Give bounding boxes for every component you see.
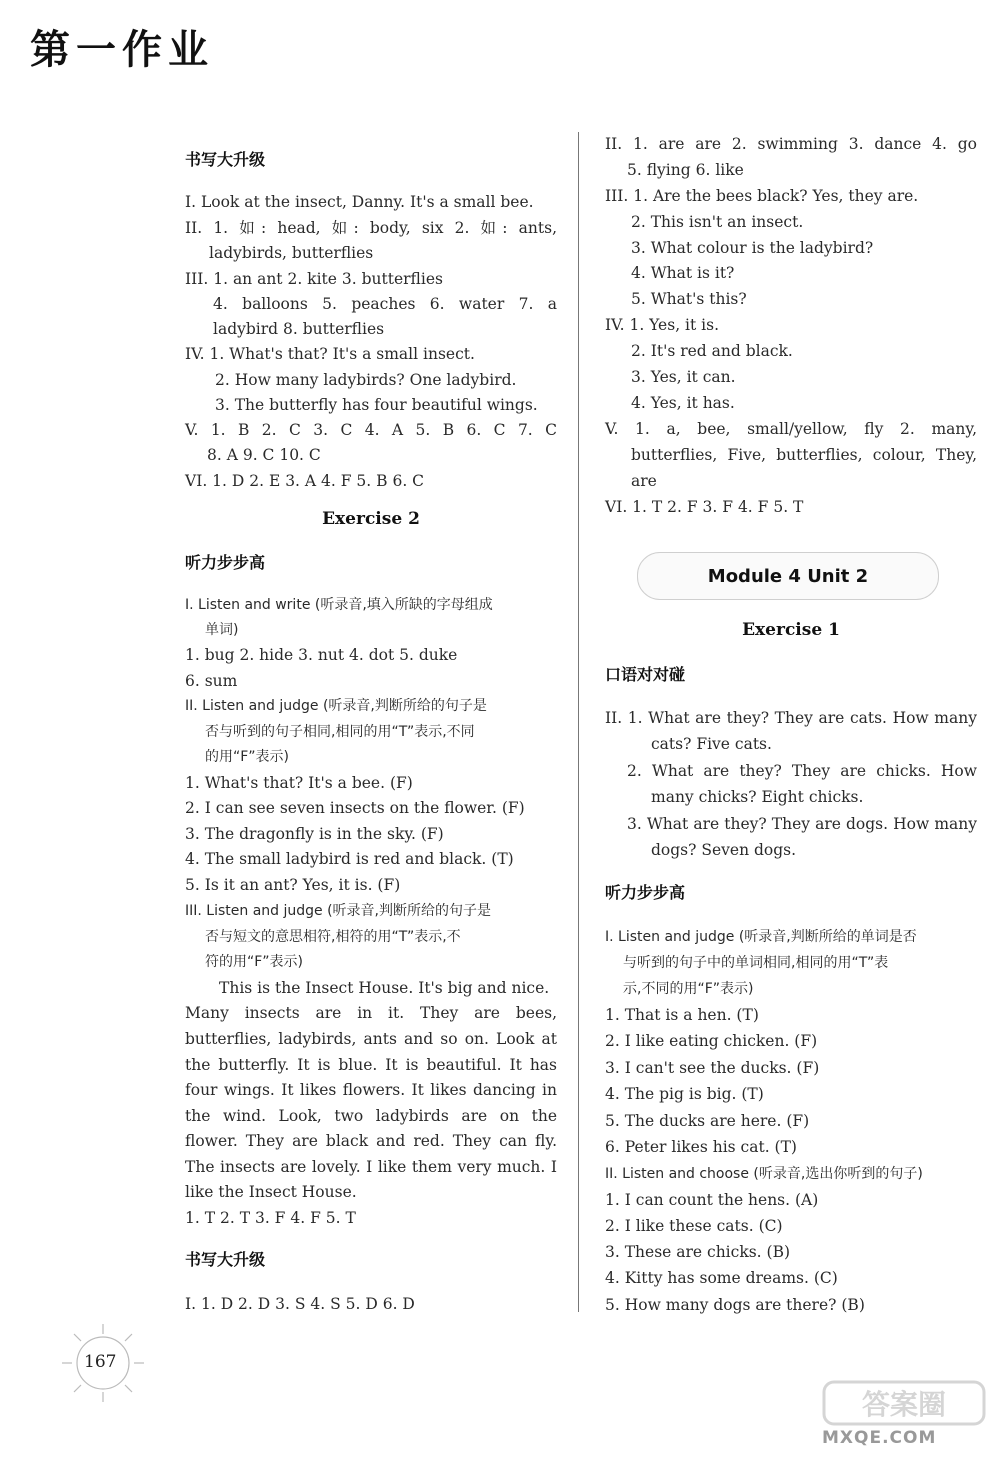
answer-line: 5. How many dogs are there? (B)	[605, 1296, 865, 1314]
watermark-logo-icon	[822, 1378, 992, 1428]
answer-line: V. 1. B 2. C 3. C 4. A 5. B 6. C 7. C	[185, 421, 557, 439]
answer-line: 5. What's this?	[631, 290, 747, 308]
answer-line: 1. What's that? It's a bee. (F)	[185, 774, 413, 792]
brand-logo: 第一作业	[30, 26, 214, 73]
passage-line: four wings. It likes flowers. It likes dancing in	[185, 1081, 557, 1099]
answer-line: IV. 1. What's that? It's a small insect.	[185, 345, 475, 363]
answer-line: 5. flying 6. like	[627, 161, 744, 179]
exercise-title: Exercise 1	[742, 620, 840, 640]
section-title: 听力步步高	[605, 883, 686, 902]
passage-line: butterflies, ladybirds, ants and so on. Look at	[185, 1030, 557, 1048]
answer-line: butterflies, Five, butterflies, colour, They,	[631, 446, 977, 464]
answer-line: cats? Five cats.	[651, 735, 772, 753]
column-divider	[578, 132, 579, 1312]
section-title: 口语对对碰	[605, 665, 686, 684]
passage-line: Many insects are in it. They are bees,	[185, 1004, 557, 1022]
answer-line: V. 1. a, bee, small/yellow, fly 2. many,	[605, 420, 977, 438]
answer-line: II. 1. 如: head, 如: body, six 2. 如: ants,	[185, 219, 557, 237]
section-title: 听力步步高	[185, 553, 266, 572]
answer-line: 1. T 2. T 3. F 4. F 5. T	[185, 1209, 356, 1227]
answer-line: II. 1. are are 2. swimming 3. dance 4. go	[605, 135, 977, 153]
instruction-line: 否与听到的句子相同,相同的用“T”表示,不同	[205, 724, 475, 740]
answer-line: 6. Peter likes his cat. (T)	[605, 1138, 797, 1156]
passage-line: This is the Insect House. It's big and nice.	[219, 979, 550, 997]
section-title: 书写大升级	[185, 150, 266, 169]
answer-line: 1. bug 2. hide 3. nut 4. dot 5. duke	[185, 646, 458, 664]
watermark-text: MXQE.COM	[822, 1428, 937, 1448]
exercise-title: Exercise 2	[322, 509, 420, 529]
section-title: 书写大升级	[185, 1250, 266, 1269]
answer-line: I. 1. D 2. D 3. S 4. S 5. D 6. D	[185, 1295, 415, 1313]
answer-line: 3. The dragonfly is in the sky. (F)	[185, 825, 444, 843]
instruction-line: III. Listen and judge (听录音,判断所给的句子是	[185, 903, 491, 919]
answer-line: III. 1. Are the bees black? Yes, they are.	[605, 187, 919, 205]
answer-line: 8. A 9. C 10. C	[207, 446, 321, 464]
passage-line: the wind. Look, two ladybirds are on the	[185, 1107, 557, 1125]
answer-line: III. 1. an ant 2. kite 3. butterflies	[185, 270, 443, 288]
svg-text:答案圈: 答案圈	[861, 1388, 947, 1421]
answer-line: 3. What colour is the ladybird?	[631, 239, 874, 257]
answer-line: VI. 1. T 2. F 3. F 4. F 5. T	[605, 498, 804, 516]
answer-line: 4. Kitty has some dreams. (C)	[605, 1269, 838, 1287]
instruction-line: 单词)	[205, 622, 239, 638]
page-number: 167	[84, 1352, 117, 1372]
answer-line: 2. How many ladybirds? One ladybird.	[215, 371, 517, 389]
answer-line: I. Look at the insect, Danny. It's a small bee.	[185, 193, 534, 211]
answer-line: 2. I like these cats. (C)	[605, 1217, 783, 1235]
answer-line: IV. 1. Yes, it is.	[605, 316, 719, 334]
instruction-line: II. Listen and judge (听录音,判断所给的句子是	[185, 698, 487, 714]
instruction-line: 与听到的句子中的单词相同,相同的用“T”表	[623, 955, 889, 971]
instruction-line: 的用“F”表示)	[205, 749, 290, 765]
instruction-line: I. Listen and write (听录音,填入所缺的字母组成	[185, 597, 493, 613]
answer-line: are	[631, 472, 657, 490]
answer-line: 3. These are chicks. (B)	[605, 1243, 791, 1261]
answer-line: 4. Yes, it has.	[631, 394, 735, 412]
passage-line: like the Insect House.	[185, 1183, 357, 1201]
answer-line: VI. 1. D 2. E 3. A 4. F 5. B 6. C	[185, 472, 425, 490]
answer-line: ladybirds, butterflies	[209, 244, 374, 262]
passage-line: flower. They are black and red. They can fly.	[185, 1132, 557, 1150]
answer-line: 1. That is a hen. (T)	[605, 1006, 759, 1024]
answer-line: 2. This isn't an insect.	[631, 213, 804, 231]
answer-line: 3. The butterfly has four beautiful wings.	[215, 396, 538, 414]
module-title-banner	[637, 552, 939, 600]
answer-line: many chicks? Eight chicks.	[651, 788, 864, 806]
answer-line: 4. The pig is big. (T)	[605, 1085, 764, 1103]
answer-line: 4. The small ladybird is red and black. (T)	[185, 850, 514, 868]
answer-line: 4. What is it?	[631, 264, 735, 282]
module-title: Module 4 Unit 2	[707, 565, 869, 587]
answer-line: 2. I like eating chicken. (F)	[605, 1032, 818, 1050]
instruction-line: 符的用“F”表示)	[205, 954, 304, 970]
answer-line: 4. balloons 5. peaches 6. water 7. a	[213, 295, 557, 313]
answer-line: 2. It's red and black.	[631, 342, 793, 360]
answer-line: 5. The ducks are here. (F)	[605, 1112, 810, 1130]
instruction-line: I. Listen and judge (听录音,判断所给的单词是否	[605, 929, 917, 945]
answer-line: 2. I can see seven insects on the flower. (F)	[185, 799, 525, 817]
answer-line: 6. sum	[185, 672, 238, 690]
answer-line: dogs? Seven dogs.	[651, 841, 797, 859]
answer-line: 5. Is it an ant? Yes, it is. (F)	[185, 876, 401, 894]
answer-line: 3. Yes, it can.	[631, 368, 736, 386]
passage-line: the butterfly. It is blue. It is beautiful. It has	[185, 1056, 557, 1074]
instruction-line: 示,不同的用“F”表示)	[623, 981, 754, 997]
answer-line: 3. What are they? They are dogs. How many	[627, 815, 977, 833]
answer-line: 2. What are they? They are chicks. How	[627, 762, 977, 780]
answer-line: 3. I can't see the ducks. (F)	[605, 1059, 820, 1077]
answer-line: 1. I can count the hens. (A)	[605, 1191, 819, 1209]
instruction-line: 否与短文的意思相符,相符的用“T”表示,不	[205, 929, 461, 945]
answer-line: ladybird 8. butterflies	[213, 320, 385, 338]
answer-line: II. 1. What are they? They are cats. How many	[605, 709, 977, 727]
passage-line: The insects are lovely. I like them very much. I	[185, 1158, 557, 1176]
instruction-line: II. Listen and choose (听录音,选出你听到的句子)	[605, 1166, 923, 1182]
